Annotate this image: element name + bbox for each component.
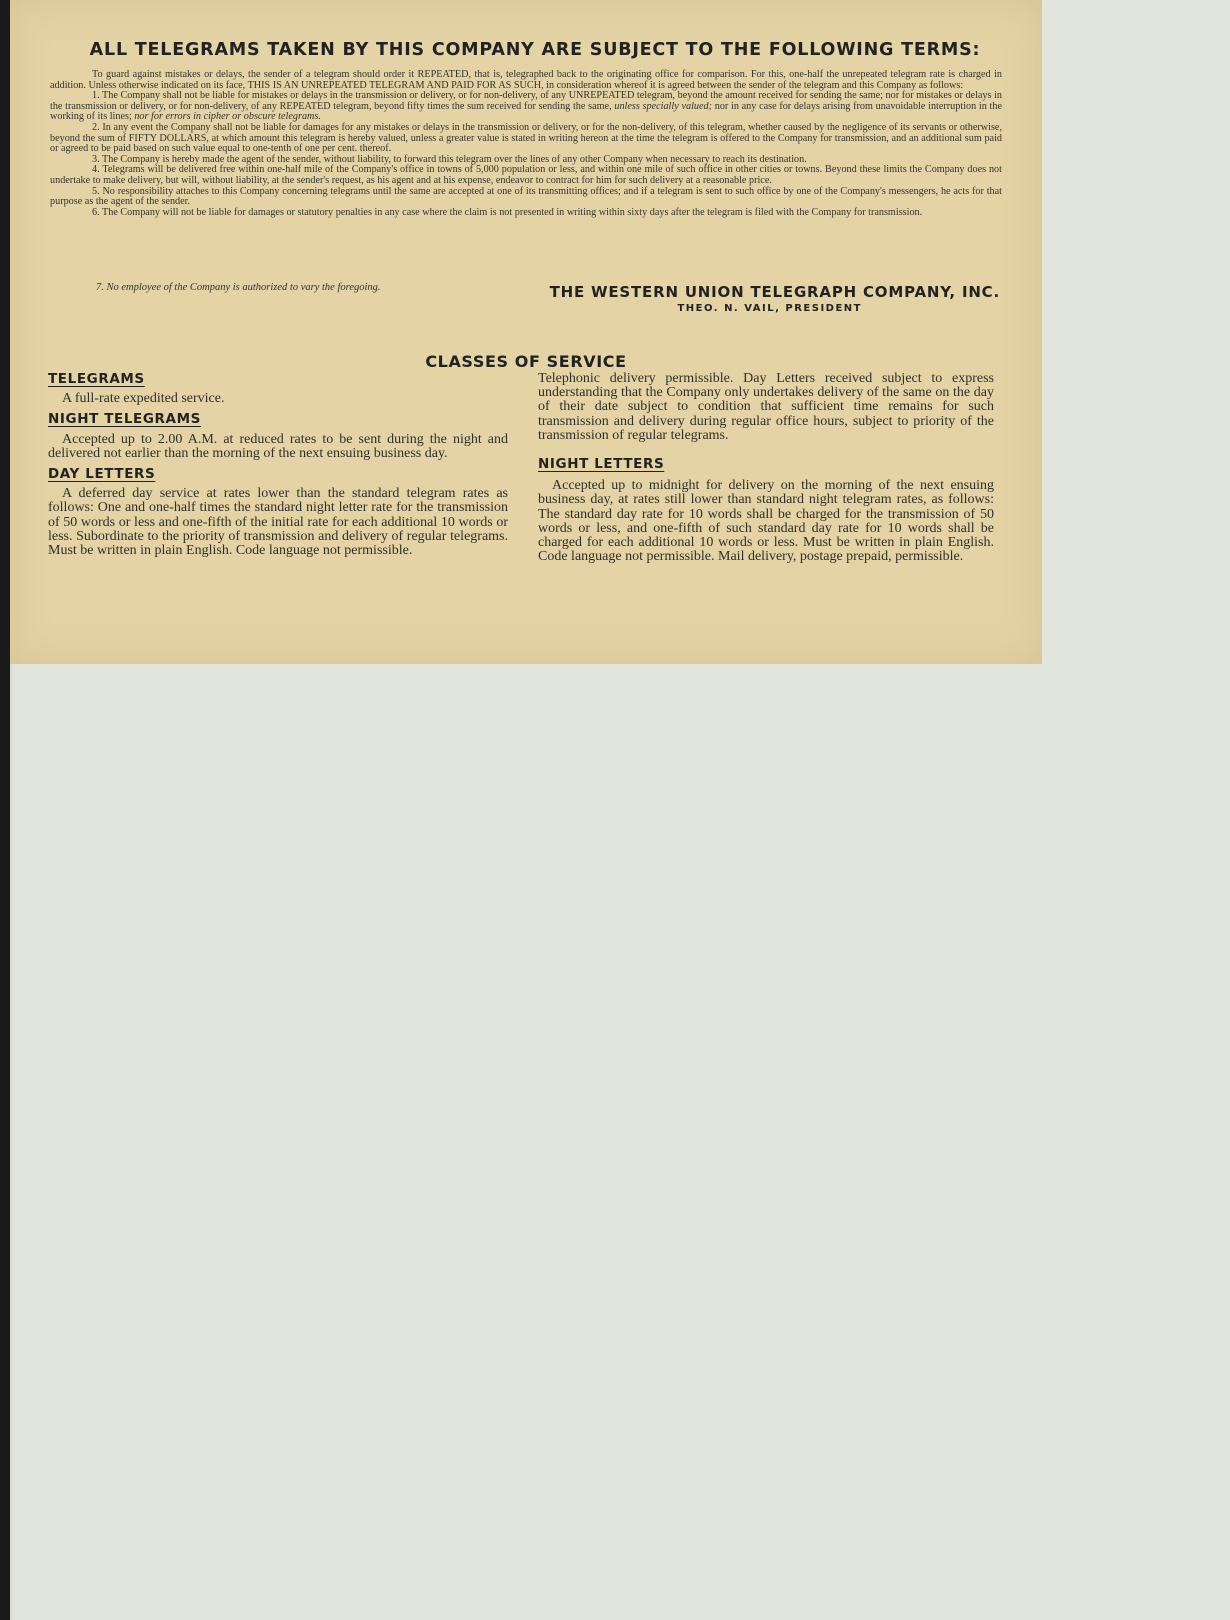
- term-1-mid: nor in any case for delays arising from unavoidable interruption in the working of its lines;: [50, 100, 1003, 123]
- term-5: 5. No responsibility attaches to this Company concerning telegrams until the same are accepted at one of its transmitting offices; and if a telegram is sent to such office by one of the Company's messengers, he acts for that purpose as the agent of the sender.: [50, 185, 1002, 208]
- classes-left-column: [48, 372, 508, 558]
- day-letters-body: A deferred day service at rates lower than the standard telegram rates as follows: One and one-half times the standard night letter rate for the transmission of 50 words or less and one-fifth of the initial rate for each additional 10 words or less. Subordinate to the priority of transmission and delivery of regular telegrams. Must be written in plain English. Code language not permissible.: [48, 486, 508, 559]
- term-1-italic-b: nor for errors in cipher or obscure telegrams.: [134, 111, 321, 123]
- term-7: 7. No employee of the Company is authorized to vary the foregoing.: [96, 282, 381, 293]
- term-1: [50, 91, 1002, 123]
- term-3: 3. The Company is hereby made the agent of the sender, without liability, to forward this telegram over the lines of any other Company when necessary to reach its destination.: [92, 153, 807, 165]
- president-name: THEO. N. VAIL, PRESIDENT: [677, 303, 862, 314]
- telegram-terms-sheet: [10, 0, 1042, 664]
- term-1-text: 1. The Company shall not be liable for mistakes or delays in the transmission or delivery, or for non-delivery, of any UNREPEATED telegram, beyond the amount received for sending the same; nor for mistakes or delays in the transmission or delivery, or for non-delivery, of any REPEATED telegram, beyond fifty times the sum received for sending the same,: [50, 90, 1002, 112]
- term-4: 4. Telegrams will be delivered free within one-half mile of the Company's office in towns of 5,000 population or less, and within one mile of such office in other cities or towns. Beyond these limits the Company does not undertake to make delivery, but will, without liability, at the sender's request, as his agent and at his expense, endeavor to contract for him for such delivery at a reasonable price.: [50, 164, 1002, 186]
- terms-block: [50, 70, 1002, 218]
- night-telegrams-body: Accepted up to 2.00 A.M. at reduced rates to be sent during the night and delivered not earlier than the morning of the next ensuing business day.: [48, 431, 508, 461]
- telegrams-body: A full-rate expedited service.: [62, 391, 225, 407]
- classes-right-column: [538, 372, 994, 564]
- company-name: THE WESTERN UNION TELEGRAPH COMPANY, INC.: [549, 283, 1000, 301]
- term-2: 2. In any event the Company shall not be liable for damages for any mistakes or delays in the transmission or delivery, or for the non-delivery, of this telegram, whether caused by the negligence of its servants or otherwise, beyond the sum of FIFTY DOLLARS, at which amount this telegram is hereby valued, unless a greater value is stated in writing hereon at the time the telegram is offered to the Company for transmission, and an additional sum paid or agreed to be paid based on such value equal to one-tenth of one per cent. thereof.: [50, 121, 1002, 155]
- terms-intro: To guard against mistakes or delays, the sender of a telegram should order it REPEATED, that is, telegraphed back to the originating office for comparison. For this, one-half the unrepeated telegram rate is charged in addition. Unless otherwise indicated on its face, THIS IS AN UNREPEATED TELEGRAM AND PAID FOR AS SUCH, in consideration whereof it is agreed between the sender of the telegram and this Company as follows:: [50, 69, 1002, 91]
- night-letters-heading: NIGHT LETTERS: [538, 456, 665, 473]
- signature-row: [50, 281, 1002, 321]
- night-telegrams-heading: NIGHT TELEGRAMS: [48, 411, 201, 428]
- classes-heading: CLASSES OF SERVICE: [425, 352, 627, 371]
- night-letters-body: Accepted up to midnight for delivery on the morning of the next ensuing business day, at rates still lower than standard night telegram rates, as follows: The standard day rate for 10 words shall be charged for the transmission of 50 words or less, and one-fifth of such standard day rate for 10 words shall be charged for each additional 10 words or less. Must be written in plain English. Code language not permissible. Mail delivery, postage prepaid, permissible.: [538, 478, 994, 565]
- term-1-italic-a: unless specially valued;: [614, 100, 712, 112]
- day-letters-continued: Telephonic delivery permissible. Day Letters received subject to express understanding that the Company only undertakes delivery of the same on the day of their date subject to condition that sufficient time remains for such transmission and delivery during regular office hours, subject to priority of the transmission of regular telegrams.: [538, 371, 994, 443]
- terms-heading: ALL TELEGRAMS TAKEN BY THIS COMPANY ARE SUBJECT TO THE FOLLOWING TERMS:: [89, 40, 981, 60]
- term-6: 6. The Company will not be liable for damages or statutory penalties in any case where the claim is not presented in writing within sixty days after the telegram is filed with the Company for transmission.: [92, 206, 923, 218]
- telegrams-heading: TELEGRAMS: [48, 371, 145, 387]
- day-letters-heading: DAY LETTERS: [48, 466, 156, 483]
